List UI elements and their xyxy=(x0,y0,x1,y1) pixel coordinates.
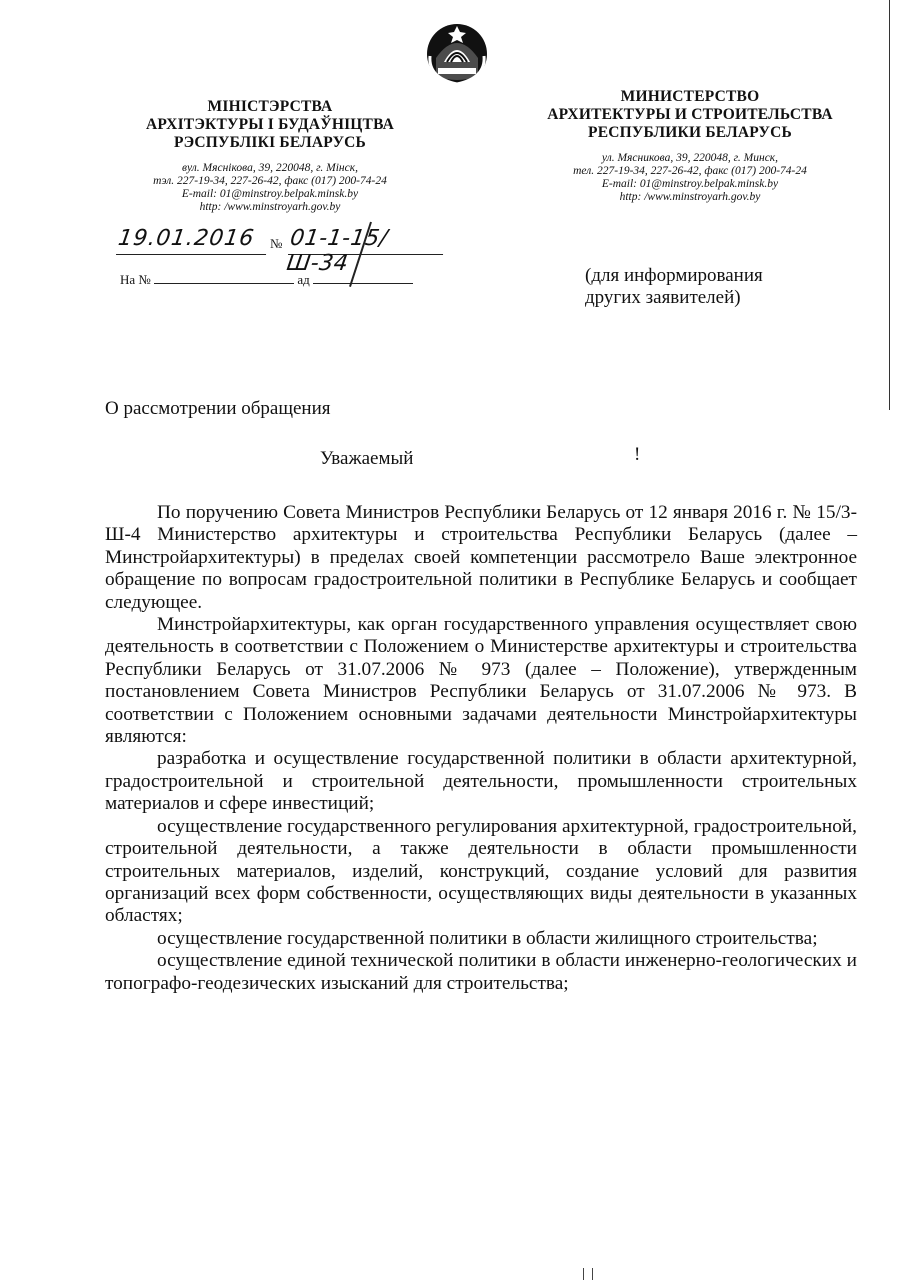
header-belarusian xyxy=(110,98,430,214)
number-label: № xyxy=(270,236,283,251)
website: http: /www.minstroyarh.gov.by xyxy=(199,201,341,213)
handwritten-reg-number: 01-1-15/Ш-34 xyxy=(288,226,447,255)
paragraph: По поручению Совета Министров Республики Беларусь от 12 января 2016 г. № 15/3-Ш-4 Министерство архитектуры и строительства Республики Беларусь (далее – Минстройархитектуры) в пределах своей компетенции рассмотрело Ваше электронное обращение по вопросам градостроительной политики в Республике Беларусь и сообщает следующее. xyxy=(105,502,857,613)
header-russian xyxy=(515,88,865,204)
ref-date-blank xyxy=(313,273,413,284)
letter-subject: О рассмотрении обращения xyxy=(105,398,331,419)
salutation-exclamation: ! xyxy=(634,444,641,465)
paragraph: осуществление государственной политики в области жилищного строительства; xyxy=(157,927,818,949)
handwritten-date: 19.01.2016 xyxy=(116,226,270,255)
website: http: /www.minstroyarh.gov.by xyxy=(619,191,761,203)
ref-number-label: На № xyxy=(120,272,151,287)
letter-body xyxy=(105,502,857,995)
org-name-ru: МИНИСТЕРСТВО АРХИТЕКТУРЫ И СТРОИТЕЛЬСТВА РЕСПУБЛИКИ БЕЛАРУСЬ xyxy=(547,88,833,141)
org-contacts-be xyxy=(110,162,430,214)
registration-line xyxy=(116,222,448,276)
paragraph: разработка и осуществление государственной политики в области архитектурной, градостроительной и строительной деятельности, промышленности строительных материалов и сфере инвестиций; xyxy=(105,748,857,815)
paragraph: осуществление государственного регулирования архитектурной, градостроительной, строительной деятельности, а также деятельности в области промышленности строительных материалов, изделий, конструкций, создание условий для развития организаций всех форм собственности, осуществляющих виды деятельности в указанных областях; xyxy=(105,815,857,927)
reference-line xyxy=(120,272,440,288)
scan-edge-line xyxy=(889,0,890,410)
phones: тэл. 227-19-34, 227-26-42, факс (017) 200-74-24 xyxy=(153,175,387,187)
address: вул. Мяснікова, 39, 220048, г. Мінск, xyxy=(181,162,358,174)
phones: тел. 227-19-34, 227-26-42, факс (017) 200-74-24 xyxy=(573,165,807,177)
recipient-note: (для информирования других заявителей) xyxy=(585,265,763,308)
email: E-mail: 01@minstroy.belpak.minsk.by xyxy=(181,188,359,200)
email: E-mail: 01@minstroy.belpak.minsk.by xyxy=(601,178,779,190)
paragraph: Минстройархитектуры, как орган государственного управления осуществляет свою деятельность в соответствии с Положением о Министерстве архитектуры и строительства Республики Беларусь от 31.07.2006 № 973 (далее – Положение), утвержденным постановлением Совета Министров Республики Беларусь от 31.07.2006 № 973. В соответствии с Положением основными задачами деятельности Минстройархитектуры являются: xyxy=(105,614,857,748)
address: ул. Мясникова, 39, 220048, г. Минск, xyxy=(601,152,779,164)
ref-number-blank xyxy=(154,273,294,284)
org-contacts-ru xyxy=(515,152,865,204)
org-name-be: МІНІСТЭРСТВА АРХІТЭКТУРЫ І БУДАЎНІЦТВА РЭСПУБЛІКІ БЕЛАРУСЬ xyxy=(145,98,395,151)
paragraph: осуществление единой технической политики в области инженерно-геологических и топографо-геодезических изысканий для строительства; xyxy=(105,950,857,994)
coat-of-arms-icon xyxy=(422,18,492,90)
ref-from-label: ад xyxy=(297,272,310,287)
scan-marks xyxy=(583,1268,593,1280)
salutation: Уважаемый xyxy=(320,448,414,469)
